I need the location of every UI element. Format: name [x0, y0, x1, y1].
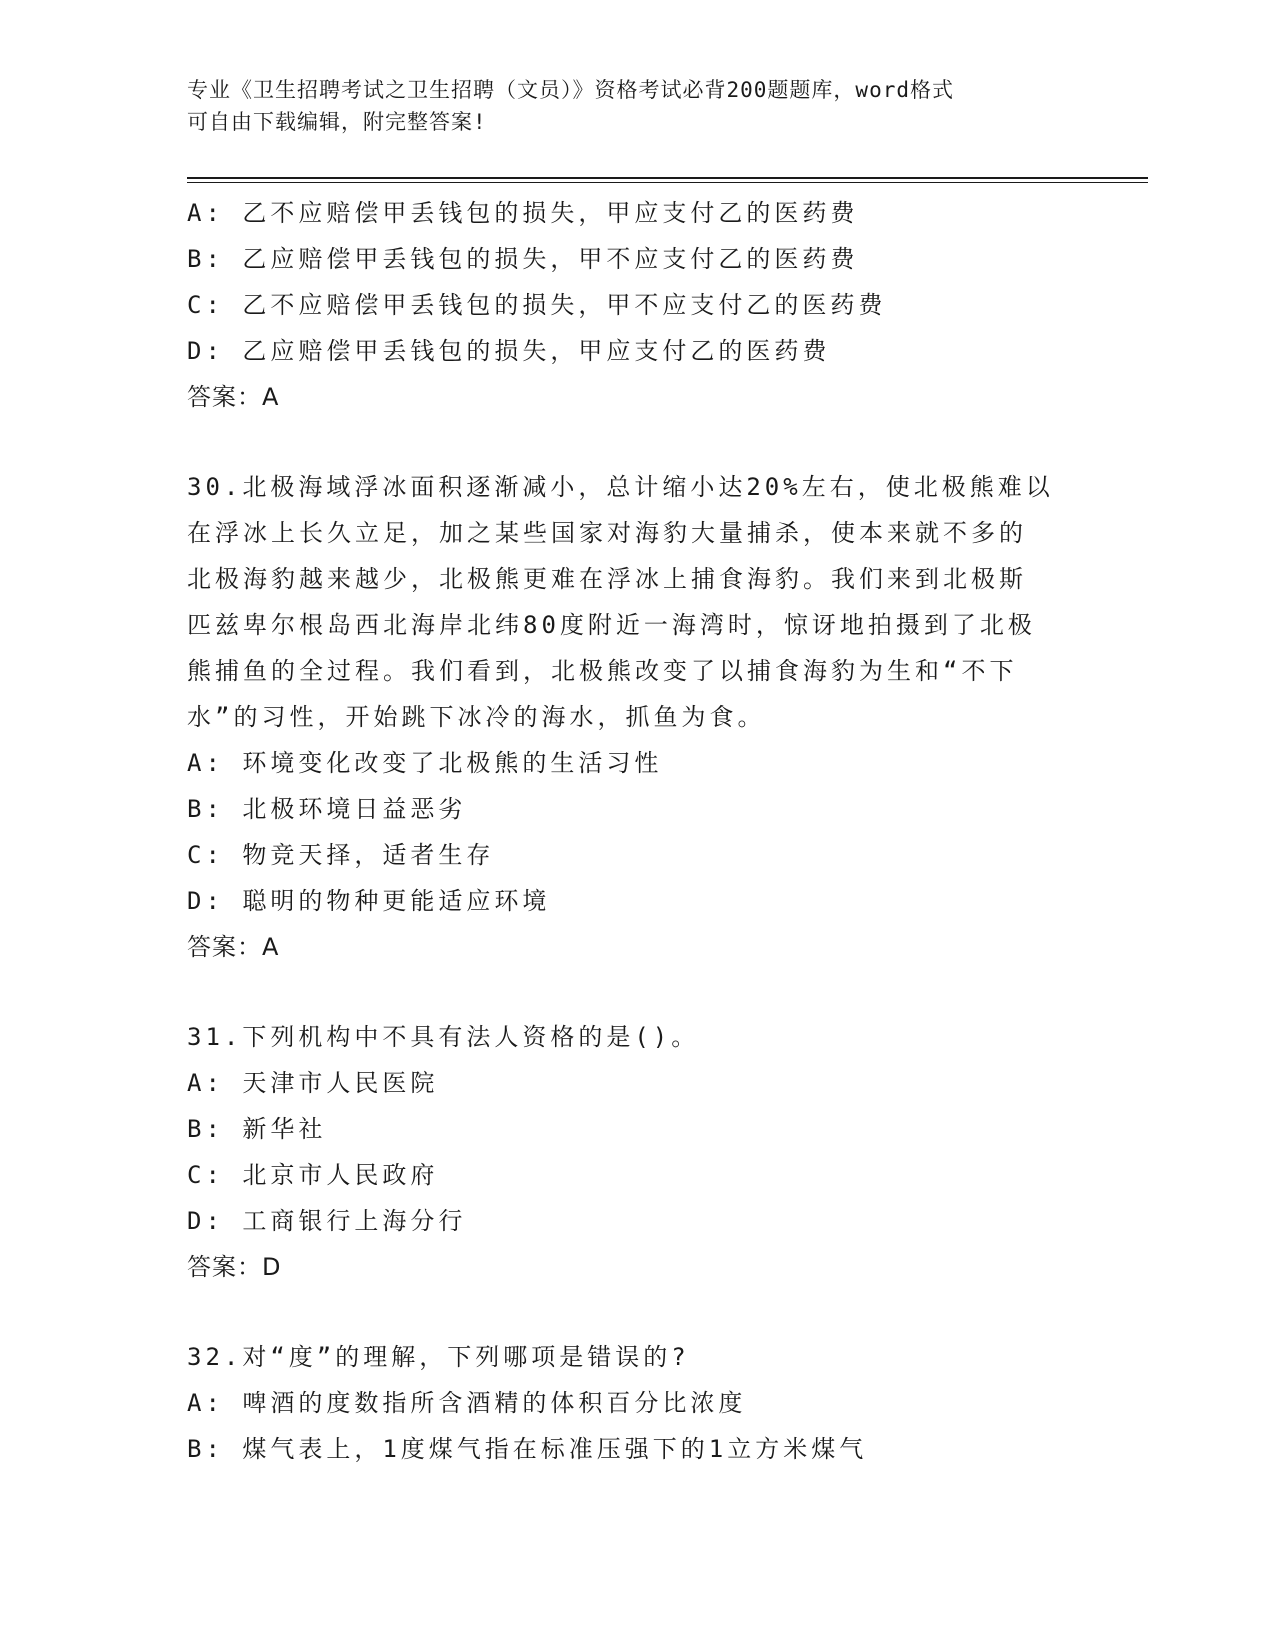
question-stem-line: 熊捕鱼的全过程。我们看到，北极熊改变了以捕食海豹为生和“不下 — [187, 657, 1018, 685]
document-header — [187, 74, 1087, 138]
option-d: D: 乙应赔偿甲丢钱包的损失，甲应支付乙的医药费 — [187, 337, 831, 365]
spacer — [187, 1290, 1087, 1334]
option-c: C: 乙不应赔偿甲丢钱包的损失，甲不应支付乙的医药费 — [187, 291, 887, 319]
option-a: A: 环境变化改变了北极熊的生活习性 — [187, 749, 663, 777]
option-d: D: 聪明的物种更能适应环境 — [187, 887, 551, 915]
question-list — [187, 190, 1087, 1472]
option-d: D: 工商银行上海分行 — [187, 1207, 467, 1235]
answer-line: 答案：D — [187, 1253, 282, 1281]
answer-line: 答案：A — [187, 383, 280, 411]
option-b: B: 乙应赔偿甲丢钱包的损失，甲不应支付乙的医药费 — [187, 245, 859, 273]
header-line-1: 专业《卫生招聘考试之卫生招聘（文员）》资格考试必背200题题库，word格式 — [187, 78, 954, 102]
spacer — [187, 420, 1087, 464]
answer-line: 答案：A — [187, 933, 280, 961]
question-stem: 31.下列机构中不具有法人资格的是()。 — [187, 1023, 700, 1051]
question-31-block — [187, 1014, 1087, 1290]
option-a: A: 啤酒的度数指所含酒精的体积百分比浓度 — [187, 1389, 747, 1417]
question-stem-line: 30.北极海域浮冰面积逐渐减小，总计缩小达20%左右，使北极熊难以 — [187, 473, 1054, 501]
question-stem-line: 北极海豹越来越少，北极熊更难在浮冰上捕食海豹。我们来到北极斯 — [187, 565, 1027, 593]
header-line-2: 可自由下载编辑，附完整答案! — [187, 110, 487, 134]
question-stem-line: 水”的习性，开始跳下冰冷的海水，抓鱼为食。 — [187, 703, 766, 731]
option-b: B: 新华社 — [187, 1115, 327, 1143]
option-c: C: 北京市人民政府 — [187, 1161, 439, 1189]
option-a: A: 天津市人民医院 — [187, 1069, 439, 1097]
option-a: A: 乙不应赔偿甲丢钱包的损失，甲应支付乙的医药费 — [187, 199, 859, 227]
option-b: B: 北极环境日益恶劣 — [187, 795, 467, 823]
spacer — [187, 970, 1087, 1014]
header-divider-thin — [187, 182, 1148, 183]
header-divider-thick — [187, 177, 1148, 179]
option-c: C: 物竞天择，适者生存 — [187, 841, 495, 869]
question-stem-line: 匹兹卑尔根岛西北海岸北纬80度附近一海湾时，惊讶地拍摄到了北极 — [187, 611, 1036, 639]
question-stem: 32.对“度”的理解，下列哪项是错误的? — [187, 1343, 690, 1371]
option-b: B: 煤气表上，1度煤气指在标准压强下的1立方米煤气 — [187, 1435, 868, 1463]
question-32-block — [187, 1334, 1087, 1472]
question-stem-line: 在浮冰上长久立足，加之某些国家对海豹大量捕杀，使本来就不多的 — [187, 519, 1027, 547]
question-30-block — [187, 464, 1087, 970]
question-29-block — [187, 190, 1087, 420]
